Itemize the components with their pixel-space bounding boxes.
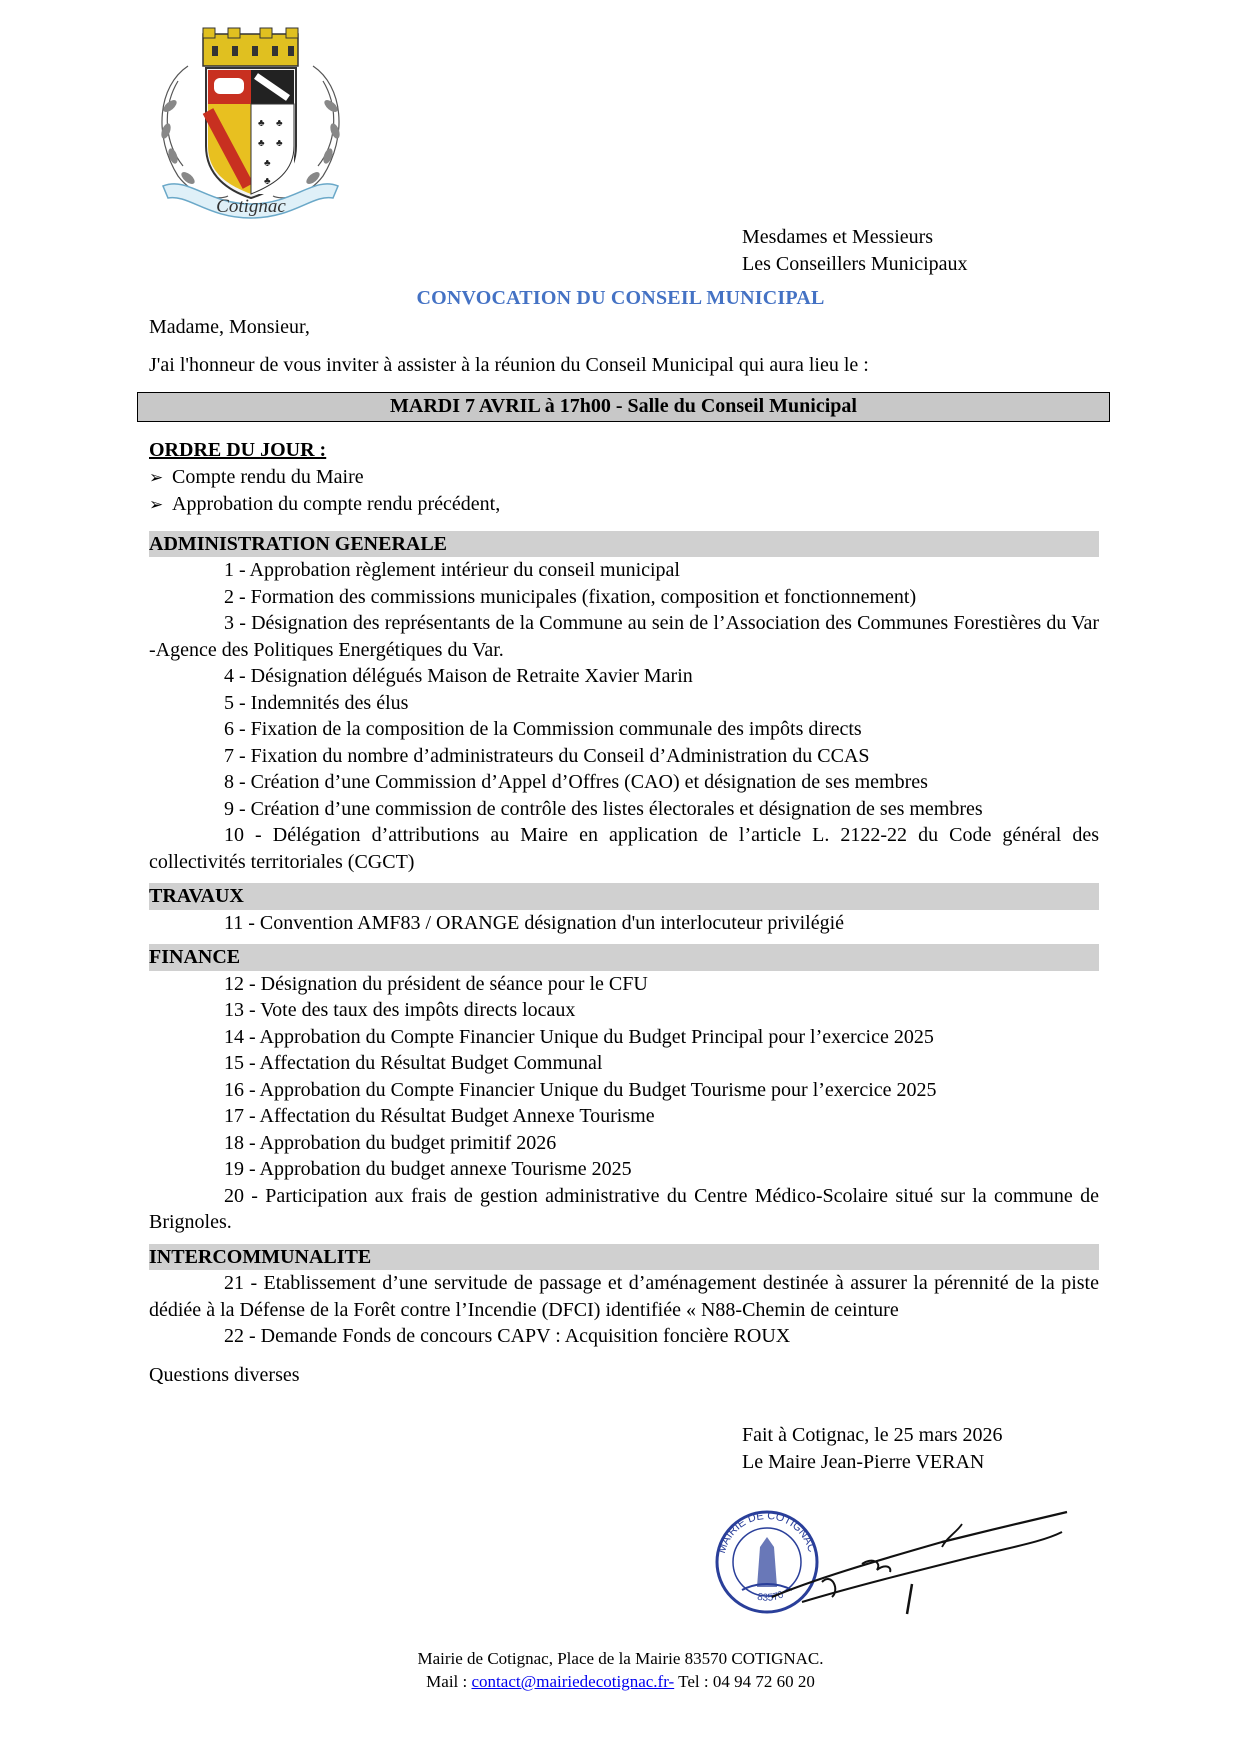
agenda-item: 4 - Désignation délégués Maison de Retraite Xavier Marin bbox=[224, 665, 693, 687]
agenda-item: 16 - Approbation du Compte Financier Unique du Budget Tourisme pour l’exercice 2025 bbox=[224, 1078, 937, 1101]
agenda-item: 13 - Vote des taux des impôts directs locaux bbox=[224, 999, 576, 1021]
agenda-title: ORDRE DU JOUR : bbox=[149, 439, 327, 461]
svg-text:♣: ♣ bbox=[276, 118, 283, 129]
footer bbox=[0, 1647, 1241, 1693]
agenda-item: 21 - Etablissement d’une servitude de passage et d’aménagement destinée à assurer la pérennité de la piste dédiée à la Défense de la Forêt contre l’Incendie (DFCI) identifiée « N88-Chemin de ceinture bbox=[149, 1272, 1099, 1321]
meeting-date-box: MARDI 7 AVRIL à 17h00 - Salle du Conseil Municipal bbox=[137, 392, 1110, 422]
svg-text:♣: ♣ bbox=[258, 138, 265, 149]
mayor-name: Le Maire Jean-Pierre VERAN bbox=[742, 1451, 985, 1473]
closing-questions: Questions diverses bbox=[149, 1363, 300, 1386]
svg-text:♣: ♣ bbox=[264, 176, 271, 187]
section-heading-finance: FINANCE bbox=[149, 944, 1099, 971]
agenda-bullet bbox=[149, 491, 1099, 519]
section-heading-intercommunalite: INTERCOMMUNALITE bbox=[149, 1244, 1099, 1271]
agenda-item: 6 - Fixation de la composition de la Commission communale des impôts directs bbox=[224, 718, 862, 740]
footer-address: Mairie de Cotignac, Place de la Mairie 83570 COTIGNAC. bbox=[417, 1649, 824, 1668]
addressee-line-1: Mesdames et Messieurs bbox=[742, 226, 934, 248]
email-link[interactable]: contact@mairiedecotignac.fr- bbox=[471, 1672, 675, 1691]
agenda-bullet-text: Approbation du compte rendu précédent, bbox=[172, 493, 501, 515]
salutation: Madame, Monsieur, bbox=[149, 316, 310, 338]
agenda-item: 3 - Désignation des représentants de la Commune au sein de l’Association des Communes Forestières du Var -Agence des Politiques Energétiques du Var. bbox=[149, 612, 1099, 661]
official-stamp-and-signature bbox=[712, 1502, 1082, 1642]
agenda-bullet-text: Compte rendu du Maire bbox=[172, 465, 364, 488]
agenda-item: 1 - Approbation règlement intérieur du conseil municipal bbox=[224, 559, 680, 581]
agenda-item: 12 - Désignation du président de séance pour le CFU bbox=[224, 972, 648, 995]
agenda-item: 15 - Affectation du Résultat Budget Communal bbox=[224, 1052, 603, 1074]
signature-block bbox=[742, 1422, 1003, 1476]
agenda-item: 20 - Participation aux frais de gestion administrative du Centre Médico-Scolaire situé sur la commune de Brignoles. bbox=[149, 1184, 1099, 1233]
section-heading-travaux: TRAVAUX bbox=[149, 883, 1099, 910]
agenda-item: 22 - Demande Fonds de concours CAPV : Acquisition foncière ROUX bbox=[224, 1325, 791, 1347]
agenda-item: 8 - Création d’une Commission d’Appel d’Offres (CAO) et désignation de ses membres bbox=[224, 771, 928, 793]
footer-contact bbox=[0, 1670, 1241, 1693]
agenda-item: 2 - Formation des commissions municipales (fixation, composition et fonctionnement) bbox=[224, 585, 917, 608]
agenda-item: 11 - Convention AMF83 / ORANGE désignation d'un interlocuteur privilégié bbox=[224, 911, 845, 934]
agenda-item: 10 - Délégation d’attributions au Maire en application de l’article L. 2122-22 du Code général des collectivités territoriales (CGCT) bbox=[149, 824, 1099, 873]
arrow-bullet-icon: ➢ bbox=[149, 467, 164, 487]
intro-text: J'ai l'honneur de vous inviter à assister à la réunion du Conseil Municipal qui aura lieu le : bbox=[149, 354, 869, 376]
agenda-item: 18 - Approbation du budget primitif 2026 bbox=[224, 1131, 557, 1154]
arrow-bullet-icon: ➢ bbox=[149, 495, 164, 514]
place-and-date: Fait à Cotignac, le 25 mars 2026 bbox=[742, 1424, 1003, 1446]
addressee-block bbox=[742, 224, 968, 278]
svg-text:MAIRIE DE COTIGNAC: MAIRIE DE COTIGNAC bbox=[715, 1509, 818, 1555]
svg-text:♣: ♣ bbox=[264, 158, 271, 169]
agenda-item: 7 - Fixation du nombre d’administrateurs du Conseil d’Administration du CCAS bbox=[224, 744, 870, 767]
telephone: Tel : 04 94 72 60 20 bbox=[678, 1672, 815, 1691]
section-heading-administration: ADMINISTRATION GENERALE bbox=[149, 531, 1099, 558]
mail-label: Mail : bbox=[426, 1672, 468, 1691]
agenda-item: 9 - Création d’une commission de contrôle des listes électorales et désignation de ses membres bbox=[224, 797, 983, 820]
svg-text:83570: 83570 bbox=[756, 1589, 786, 1604]
svg-text:♣: ♣ bbox=[276, 138, 283, 149]
logo-caption: Cotignac bbox=[216, 196, 286, 217]
addressee-line-2: Les Conseillers Municipaux bbox=[742, 253, 968, 275]
document-title: CONVOCATION DU CONSEIL MUNICIPAL bbox=[416, 287, 825, 309]
agenda-item: 17 - Affectation du Résultat Budget Annexe Tourisme bbox=[224, 1105, 655, 1127]
cotignac-coat-of-arms-logo bbox=[148, 26, 353, 221]
agenda-item: 14 - Approbation du Compte Financier Unique du Budget Principal pour l’exercice 2025 bbox=[224, 1025, 934, 1048]
agenda-item: 5 - Indemnités des élus bbox=[224, 691, 409, 714]
agenda-item: 19 - Approbation du budget annexe Tourisme 2025 bbox=[224, 1158, 632, 1180]
svg-text:♣: ♣ bbox=[258, 118, 265, 129]
agenda bbox=[149, 437, 1099, 1388]
agenda-bullet bbox=[149, 464, 1099, 492]
